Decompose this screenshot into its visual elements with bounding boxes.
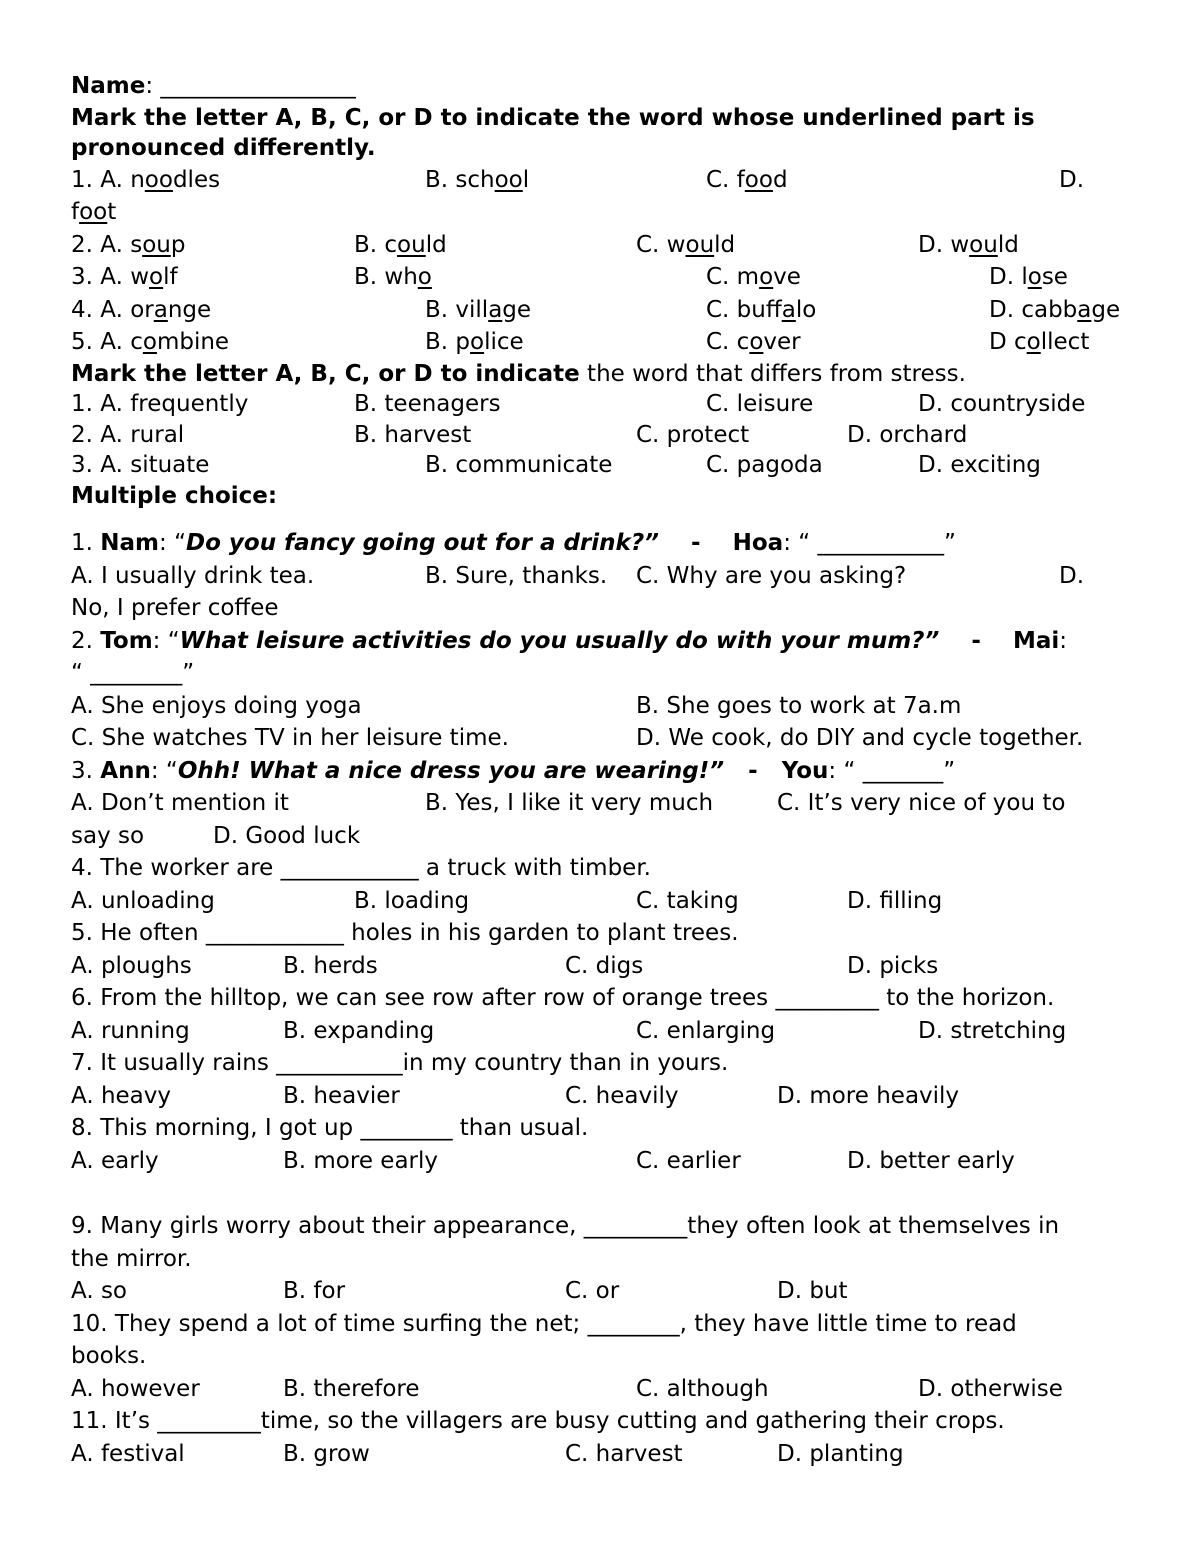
mc-question-9-cont: the mirror. bbox=[71, 1245, 192, 1272]
option-c: C. would bbox=[636, 231, 736, 258]
mc-question-3: 3. Ann: “Ohh! What a nice dress you are wearing!” - You: “ _______” bbox=[71, 757, 956, 784]
option-a: 2. A. soup bbox=[71, 231, 186, 258]
section1-heading-cont: pronounced differently. bbox=[71, 135, 376, 161]
mc-question-6-options bbox=[71, 1015, 1141, 1048]
option-c: C. food bbox=[706, 166, 788, 193]
mc-question-4: 4. The worker are ____________ a truck with timber. bbox=[71, 855, 651, 881]
mc-question-3-options-cont bbox=[71, 820, 1141, 853]
quote: Do you fancy going out for a drink? bbox=[186, 530, 645, 556]
option-d: D. Good luck bbox=[213, 822, 361, 849]
mc-question-1-options-cont bbox=[71, 592, 1141, 625]
option-d: D. lose bbox=[989, 264, 1068, 290]
mc-question-3-options bbox=[71, 787, 1141, 820]
speaker: Ann bbox=[100, 757, 151, 784]
option-c: C. pagoda bbox=[706, 452, 823, 478]
mc-question-2-options bbox=[71, 690, 1141, 723]
mc-question-8: 8. This morning, I got up ________ than usual. bbox=[71, 1115, 589, 1141]
option-c: C. leisure bbox=[706, 391, 814, 417]
answer-blank: ________ bbox=[90, 660, 183, 686]
option-a: A. unloading bbox=[71, 887, 215, 914]
mc-question-5-options bbox=[71, 950, 1141, 983]
option-a: A. heavy bbox=[71, 1082, 171, 1109]
option-a: 1. A. frequently bbox=[71, 391, 249, 417]
option-b: B. heavier bbox=[283, 1082, 400, 1109]
speaker: You bbox=[781, 757, 829, 784]
option-d: D. orchard bbox=[847, 421, 968, 448]
option-c: C. It’s very nice of you to bbox=[777, 790, 1066, 816]
mc-question-11-options bbox=[71, 1438, 1141, 1471]
option-c: C. She watches TV in her leisure time. bbox=[71, 725, 509, 751]
option-a: A. She enjoys doing yoga bbox=[71, 692, 362, 719]
option-b: B. police bbox=[425, 329, 524, 355]
speaker: Tom bbox=[100, 627, 153, 654]
option-b: B. for bbox=[283, 1278, 346, 1304]
speaker: Mai bbox=[1012, 627, 1060, 654]
option-d: D. stretching bbox=[918, 1017, 1067, 1044]
option-b: B. Yes, I like it very much bbox=[425, 790, 714, 816]
stress-question-1 bbox=[71, 389, 1141, 420]
mc-question-2-options-2 bbox=[71, 722, 1141, 755]
option-b: B. loading bbox=[354, 887, 470, 914]
mc-question-6: 6. From the hilltop, we can see row after row of orange trees _________ to the horizon. bbox=[71, 985, 1055, 1011]
option-a: 5. A. combine bbox=[71, 329, 230, 355]
option-a: A. I usually drink tea. bbox=[71, 562, 315, 589]
pron-question-1 bbox=[71, 164, 1141, 197]
stress-question-2 bbox=[71, 420, 1141, 451]
option-d: D. cabbage bbox=[989, 296, 1121, 323]
option-a: A. running bbox=[71, 1017, 190, 1044]
option-a: A. ploughs bbox=[71, 952, 192, 979]
mc-question-10-cont: books. bbox=[71, 1343, 147, 1369]
answer-blank: _______ bbox=[862, 757, 944, 784]
option-c: C. digs bbox=[565, 952, 644, 979]
pron-question-4 bbox=[71, 294, 1141, 327]
stress-question-3 bbox=[71, 450, 1141, 481]
speaker: Hoa bbox=[732, 530, 784, 556]
option-d: D. more heavily bbox=[777, 1082, 960, 1109]
pron-question-5 bbox=[71, 326, 1141, 359]
option-b: B. communicate bbox=[425, 452, 613, 478]
option-d: D. We cook, do DIY and cycle together. bbox=[636, 725, 1084, 751]
mc-question-11: 11. It’s _________time, so the villagers are busy cutting and gathering their crops. bbox=[71, 1408, 1005, 1434]
option-c-cont: say so bbox=[71, 822, 145, 849]
mc-question-2-cont: “ ________” bbox=[71, 660, 195, 686]
option-b: B. grow bbox=[283, 1440, 370, 1467]
section3-heading: Multiple choice: bbox=[71, 482, 278, 509]
mc-question-8-options bbox=[71, 1145, 1141, 1178]
option-c: C. buffalo bbox=[706, 296, 817, 323]
option-b: B. She goes to work at 7a.m bbox=[636, 692, 962, 719]
option-c: C. harvest bbox=[565, 1440, 683, 1467]
option-b: B. expanding bbox=[283, 1017, 435, 1044]
option-b: B. teenagers bbox=[354, 391, 501, 417]
pron-question-1-cont bbox=[71, 196, 1141, 229]
name-blank: _________________ bbox=[160, 73, 356, 99]
option-d: D collect bbox=[989, 329, 1090, 355]
option-a: A. festival bbox=[71, 1440, 185, 1467]
worksheet bbox=[71, 70, 1141, 1470]
option-c: C. cover bbox=[706, 329, 801, 355]
option-c: C. move bbox=[706, 264, 801, 290]
option-a: A. however bbox=[71, 1375, 200, 1402]
section1-heading: Mark the letter A, B, C, or D to indicate the word whose underlined part is bbox=[71, 104, 1035, 131]
answer-blank: ___________ bbox=[817, 530, 944, 556]
option-d: foot bbox=[71, 199, 117, 225]
mc-question-10: 10. They spend a lot of time surfing the net; ________, they have little time to read bbox=[71, 1310, 1017, 1337]
option-d-label: D. bbox=[1059, 562, 1085, 589]
option-b: B. school bbox=[425, 166, 530, 193]
option-a: 4. A. orange bbox=[71, 296, 212, 323]
option-c: C. although bbox=[636, 1375, 769, 1402]
speaker: Nam bbox=[100, 530, 160, 556]
mc-question-5: 5. He often ____________ holes in his garden to plant trees. bbox=[71, 920, 739, 946]
option-a: 2. A. rural bbox=[71, 421, 185, 448]
option-d: D. filling bbox=[847, 887, 943, 914]
option-d: D. planting bbox=[777, 1440, 904, 1467]
option-b: B. herds bbox=[283, 952, 378, 979]
mc-question-7: 7. It usually rains ___________in my country than in yours. bbox=[71, 1050, 729, 1076]
pron-question-3 bbox=[71, 261, 1141, 294]
quote: What leisure activities do you usually do with your mum? bbox=[179, 627, 925, 654]
option-b: B. harvest bbox=[354, 421, 472, 448]
option-c: C. taking bbox=[636, 887, 739, 914]
option-d: No, I prefer coffee bbox=[71, 595, 279, 621]
option-c: C. earlier bbox=[636, 1147, 741, 1174]
option-d-label: D. bbox=[1059, 166, 1085, 193]
option-d: D. better early bbox=[847, 1147, 1015, 1174]
option-a: A. Don’t mention it bbox=[71, 790, 289, 816]
option-c: C. protect bbox=[636, 421, 750, 448]
option-d: D. picks bbox=[847, 952, 939, 979]
option-a: 3. A. situate bbox=[71, 452, 210, 478]
option-c: C. Why are you asking? bbox=[636, 562, 907, 589]
option-d: D. otherwise bbox=[918, 1375, 1063, 1402]
option-d: D. but bbox=[777, 1278, 848, 1304]
option-b: B. village bbox=[425, 296, 532, 323]
mc-question-9-options bbox=[71, 1275, 1141, 1308]
option-c: C. heavily bbox=[565, 1082, 679, 1109]
option-c: C. enlarging bbox=[636, 1017, 776, 1044]
option-a: 3. A. wolf bbox=[71, 264, 178, 290]
mc-question-1-options bbox=[71, 560, 1141, 593]
option-b: B. Sure, thanks. bbox=[425, 562, 608, 589]
mc-question-4-options bbox=[71, 885, 1141, 918]
quote: Ohh! What a nice dress you are wearing! bbox=[177, 757, 710, 784]
mc-question-10-options bbox=[71, 1373, 1141, 1406]
name-line: Name: _________________ bbox=[71, 73, 356, 99]
pron-question-2 bbox=[71, 229, 1141, 262]
option-b: B. who bbox=[354, 264, 432, 290]
option-c: C. or bbox=[565, 1278, 620, 1304]
option-a: A. early bbox=[71, 1147, 159, 1174]
mc-question-7-options bbox=[71, 1080, 1141, 1113]
option-b: B. more early bbox=[283, 1147, 438, 1174]
option-a: 1. A. noodles bbox=[71, 166, 221, 193]
section2-heading: Mark the letter A, B, C, or D to indicate the word that differs from stress. bbox=[71, 360, 966, 387]
option-a: A. so bbox=[71, 1278, 128, 1304]
option-d: D. exciting bbox=[918, 452, 1041, 478]
mc-question-9: 9. Many girls worry about their appearance, _________they often look at themselves in bbox=[71, 1213, 1060, 1239]
option-b: B. therefore bbox=[283, 1375, 420, 1402]
option-d: D. countryside bbox=[918, 391, 1086, 417]
option-d: D. would bbox=[918, 231, 1019, 258]
mc-question-1: 1. Nam: “Do you fancy going out for a drink?” - Hoa: “ ___________” bbox=[71, 530, 956, 556]
option-b: B. could bbox=[354, 231, 447, 258]
name-label: Name bbox=[71, 73, 146, 99]
mc-question-2: 2. Tom: “What leisure activities do you usually do with your mum?” - Mai: bbox=[71, 627, 1067, 654]
